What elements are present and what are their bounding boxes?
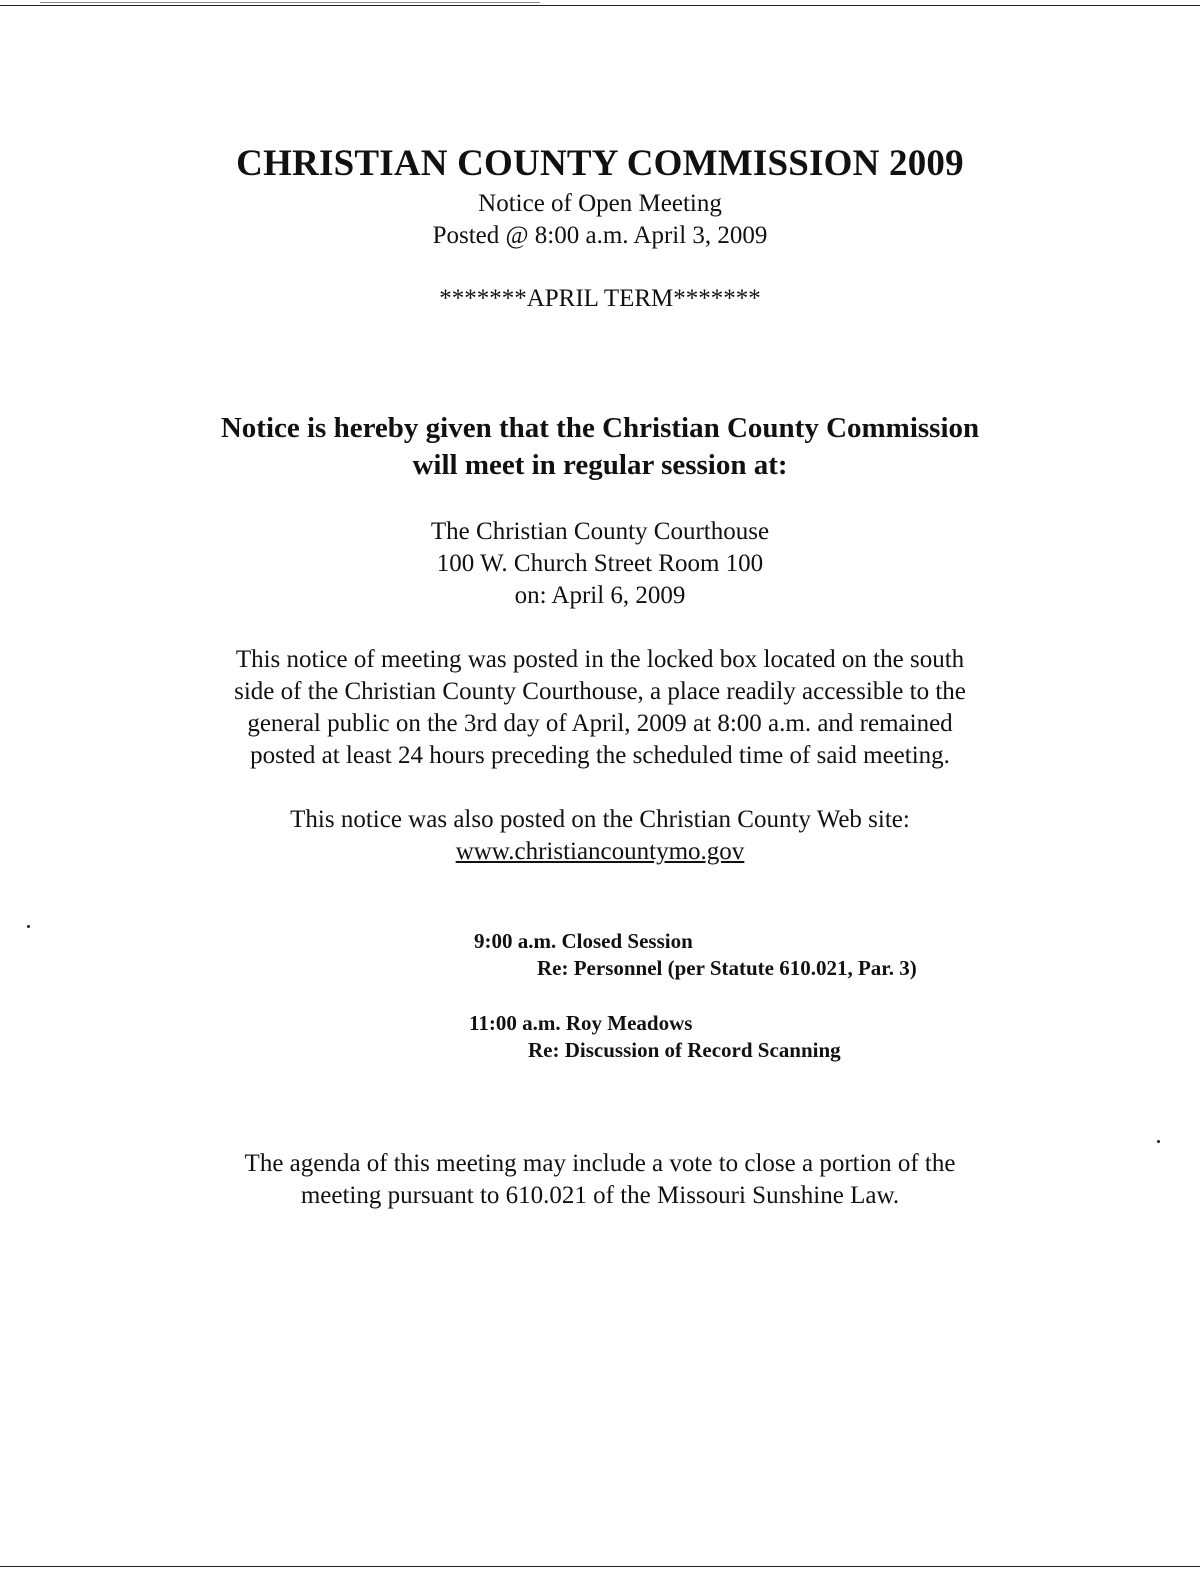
- posting-paragraph-line-4: posted at least 24 hours preceding the scheduled time of said meeting.: [250, 742, 950, 769]
- agenda-item-2: 11:00 a.m. Roy Meadows: [469, 1011, 693, 1035]
- closing-statement-line-1: The agenda of this meeting may include a vote to close a portion of the: [244, 1150, 956, 1177]
- posting-paragraph-line-3: general public on the 3rd day of April, 2009 at 8:00 a.m. and remained: [247, 710, 953, 737]
- web-site-link[interactable]: www.christiancountymo.gov: [455, 838, 745, 865]
- notice-heading-line-1: Notice is hereby given that the Christian County Commission: [220, 412, 980, 444]
- scan-edge-top-faint: [40, 2, 540, 3]
- document-subtitle: Notice of Open Meeting: [478, 190, 722, 217]
- scan-speck: [27, 925, 30, 928]
- posting-paragraph-line-2: side of the Christian County Courthouse, a place readily accessible to the: [234, 678, 966, 705]
- closing-statement-line-2: meeting pursuant to 610.021 of the Missouri Sunshine Law.: [300, 1182, 900, 1209]
- agenda-item-2-regarding: Re: Discussion of Record Scanning: [528, 1038, 841, 1062]
- agenda-item-1-regarding: Re: Personnel (per Statute 610.021, Par. 3): [537, 956, 917, 980]
- agenda-item-1: 9:00 a.m. Closed Session: [474, 929, 693, 953]
- location-address: 100 W. Church Street Room 100: [436, 550, 764, 577]
- document-title: CHRISTIAN COUNTY COMMISSION 2009: [236, 143, 964, 184]
- scan-edge-top: [0, 5, 1200, 6]
- posting-paragraph-line-1: This notice of meeting was posted in the locked box located on the south: [235, 646, 965, 673]
- meeting-date: on: April 6, 2009: [514, 582, 686, 609]
- web-notice-text: This notice was also posted on the Christian County Web site:: [290, 806, 910, 833]
- location-building: The Christian County Courthouse: [430, 518, 770, 545]
- scan-speck: [1157, 1140, 1160, 1143]
- term-banner: *******APRIL TERM*******: [439, 285, 761, 312]
- scan-edge-bottom: [0, 1566, 1200, 1567]
- posted-time: Posted @ 8:00 a.m. April 3, 2009: [432, 222, 768, 249]
- notice-heading-line-2: will meet in regular session at:: [412, 449, 788, 481]
